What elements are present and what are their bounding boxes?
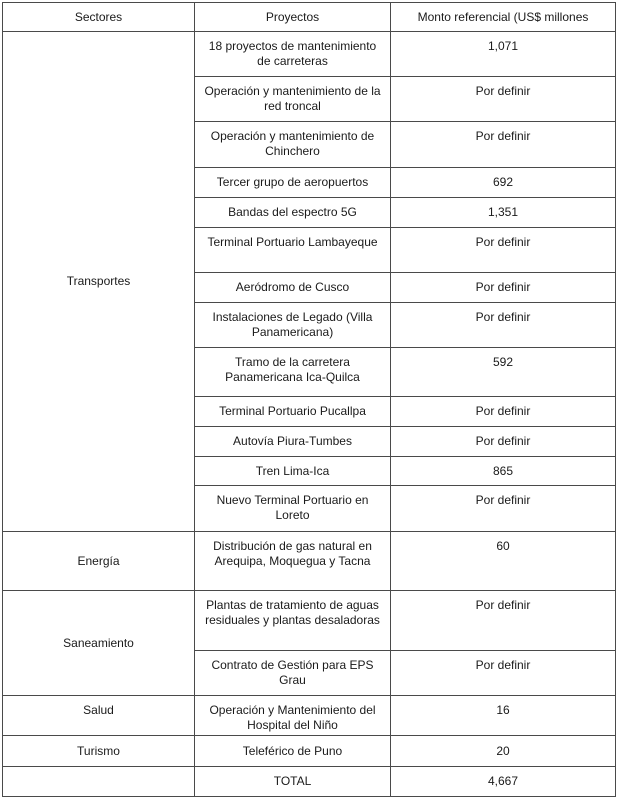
header-proyectos: Proyectos [195,3,391,32]
total-label: TOTAL [195,767,391,797]
sector-cell-transportes: Transportes [3,32,195,532]
table-row [3,32,616,77]
amount-cell: Por definir [391,486,616,532]
project-cell: Tercer grupo de aeropuertos [195,168,391,198]
project-cell: Operación y mantenimiento de la red troncal [195,77,391,122]
sector-cell-saneamiento: Saneamiento [3,591,195,696]
table-row [3,696,616,736]
project-cell: Operación y Mantenimiento del Hospital del Niño [195,696,391,736]
sector-cell-salud: Salud [3,696,195,736]
project-cell: Aeródromo de Cusco [195,273,391,303]
project-cell: Teleférico de Puno [195,736,391,767]
project-cell: Contrato de Gestión para EPS Grau [195,651,391,696]
table-row [3,591,616,651]
amount-cell: Por definir [391,122,616,168]
project-cell: 18 proyectos de mantenimiento de carreteras [195,32,391,77]
table-row [3,532,616,591]
sector-cell-energia: Energía [3,532,195,591]
project-cell: Plantas de tratamiento de aguas residuales y plantas desaladoras [195,591,391,651]
amount-cell: 865 [391,457,616,486]
amount-cell: Por definir [391,397,616,427]
amount-cell: Por definir [391,77,616,122]
amount-cell: Por definir [391,651,616,696]
amount-cell: Por definir [391,228,616,273]
amount-cell: 20 [391,736,616,767]
amount-cell: 1,351 [391,198,616,228]
amount-cell: 1,071 [391,32,616,77]
header-monto: Monto referencial (US$ millones [391,3,616,32]
sector-cell-turismo: Turismo [3,736,195,767]
amount-cell: Por definir [391,427,616,457]
project-cell: Tren Lima-Ica [195,457,391,486]
project-cell: Distribución de gas natural en Arequipa, Moquegua y Tacna [195,532,391,591]
header-sectores: Sectores [3,3,195,32]
project-cell: Autovía Piura-Tumbes [195,427,391,457]
projects-table [2,2,616,797]
project-cell: Tramo de la carretera Panamericana Ica-Quilca [195,348,391,397]
total-sector-cell [3,767,195,797]
project-cell: Bandas del espectro 5G [195,198,391,228]
amount-cell: Por definir [391,303,616,348]
project-cell: Instalaciones de Legado (Villa Panamericana) [195,303,391,348]
amount-cell: Por definir [391,591,616,651]
amount-cell: 692 [391,168,616,198]
amount-cell: 16 [391,696,616,736]
amount-cell: 60 [391,532,616,591]
total-amount: 4,667 [391,767,616,797]
project-cell: Nuevo Terminal Portuario en Loreto [195,486,391,532]
project-cell: Operación y mantenimiento de Chinchero [195,122,391,168]
table-row [3,736,616,767]
amount-cell: Por definir [391,273,616,303]
amount-cell: 592 [391,348,616,397]
table-header-row [3,3,616,32]
total-row [3,767,616,797]
project-cell: Terminal Portuario Lambayeque [195,228,391,273]
project-cell: Terminal Portuario Pucallpa [195,397,391,427]
